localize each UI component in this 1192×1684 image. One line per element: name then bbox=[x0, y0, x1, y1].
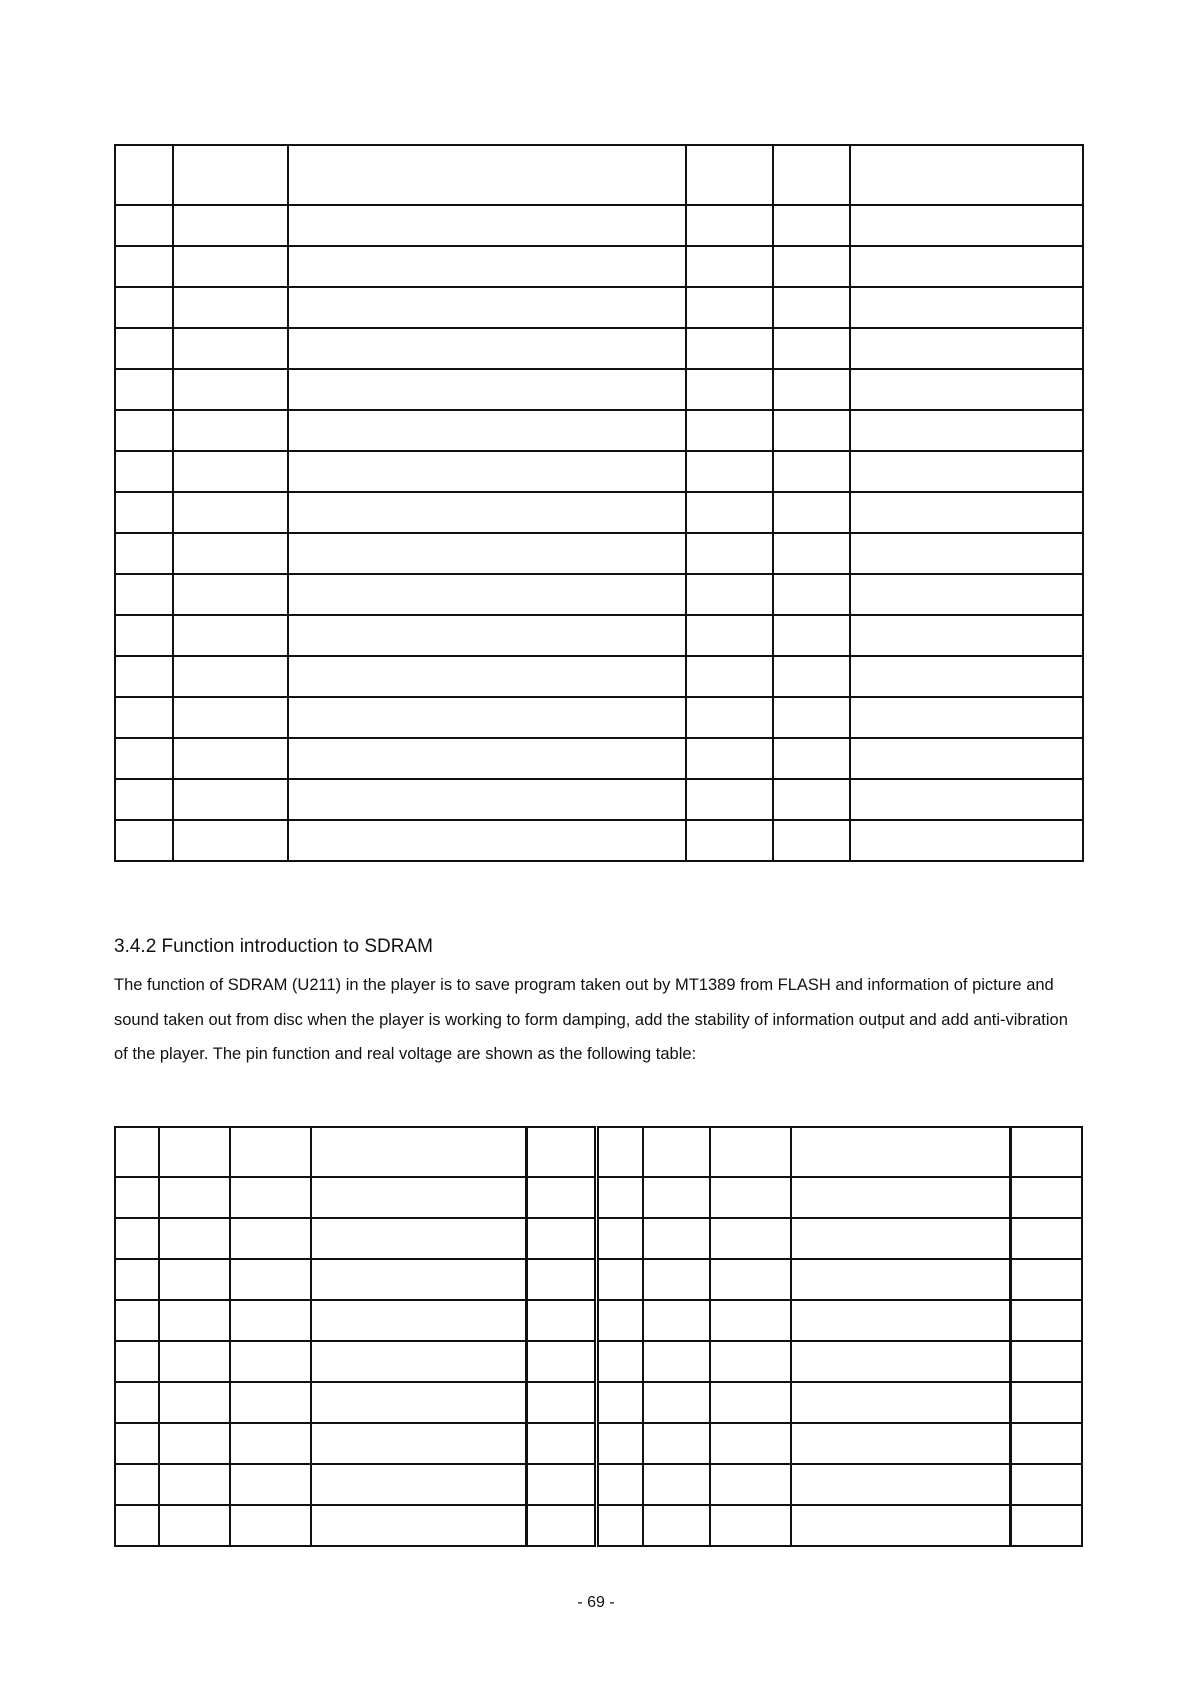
table-cell bbox=[311, 1423, 526, 1464]
table-cell bbox=[773, 328, 850, 369]
table-cell bbox=[643, 1464, 710, 1505]
table-cell bbox=[773, 533, 850, 574]
table-cell bbox=[596, 1218, 643, 1259]
table-row bbox=[115, 656, 1083, 697]
table-row bbox=[115, 1382, 1082, 1423]
table-cell bbox=[850, 615, 1083, 656]
table-cell bbox=[159, 1464, 230, 1505]
table-cell bbox=[173, 328, 288, 369]
table-row bbox=[115, 369, 1083, 410]
table-cell bbox=[288, 820, 686, 861]
table-row bbox=[115, 1259, 1082, 1300]
table-cell bbox=[710, 1505, 791, 1546]
table-cell bbox=[773, 615, 850, 656]
page-number: - 69 - bbox=[577, 1594, 615, 1611]
table-row bbox=[115, 820, 1083, 861]
table-cell bbox=[1010, 1259, 1082, 1300]
table-cell bbox=[596, 1464, 643, 1505]
table-cell bbox=[791, 1127, 1010, 1177]
section-body: The function of SDRAM (U211) in the player is to save program taken out by MT1389 from FLASH and information of picture and sound taken out from disc when the player is working to form damping, add the stability of information output and add anti-vibration of the player. The pin function and real voltage are shown as the following table: bbox=[114, 976, 1068, 1063]
table-row bbox=[115, 1300, 1082, 1341]
table-cell bbox=[596, 1300, 643, 1341]
table-cell bbox=[773, 697, 850, 738]
table-cell bbox=[288, 615, 686, 656]
table-cell bbox=[643, 1177, 710, 1218]
table-row bbox=[115, 1341, 1082, 1382]
table-cell bbox=[850, 369, 1083, 410]
table-row bbox=[115, 410, 1083, 451]
table-cell bbox=[850, 205, 1083, 246]
table-cell bbox=[115, 656, 173, 697]
table-cell bbox=[115, 697, 173, 738]
table-cell bbox=[791, 1423, 1010, 1464]
table-cell bbox=[773, 205, 850, 246]
table-cell bbox=[1010, 1218, 1082, 1259]
table-cell bbox=[1010, 1127, 1082, 1177]
table-cell bbox=[311, 1177, 526, 1218]
table-cell bbox=[115, 1505, 159, 1546]
table-cell bbox=[773, 779, 850, 820]
table-row bbox=[115, 1177, 1082, 1218]
table-cell bbox=[526, 1218, 596, 1259]
table-cell bbox=[311, 1127, 526, 1177]
table-cell bbox=[230, 1464, 311, 1505]
table-cell bbox=[773, 287, 850, 328]
table-cell bbox=[1010, 1341, 1082, 1382]
table-cell bbox=[115, 1127, 159, 1177]
table-cell bbox=[311, 1259, 526, 1300]
table-cell bbox=[288, 779, 686, 820]
table-cell bbox=[115, 492, 173, 533]
table-cell bbox=[850, 820, 1083, 861]
table-cell bbox=[686, 451, 773, 492]
table-cell bbox=[288, 410, 686, 451]
table-cell bbox=[115, 1259, 159, 1300]
table-cell bbox=[686, 533, 773, 574]
table-cell bbox=[710, 1382, 791, 1423]
table-cell bbox=[115, 328, 173, 369]
table-cell bbox=[173, 145, 288, 205]
table-cell bbox=[115, 779, 173, 820]
table-cell bbox=[850, 287, 1083, 328]
table-cell bbox=[773, 656, 850, 697]
table-header-row bbox=[115, 145, 1083, 205]
table-cell bbox=[850, 779, 1083, 820]
table-cell bbox=[173, 697, 288, 738]
table-cell bbox=[173, 574, 288, 615]
table-cell bbox=[1010, 1177, 1082, 1218]
table-cell bbox=[773, 820, 850, 861]
table-cell bbox=[173, 369, 288, 410]
table-cell bbox=[115, 205, 173, 246]
table-cell bbox=[643, 1382, 710, 1423]
table-cell bbox=[230, 1505, 311, 1546]
table-cell bbox=[173, 410, 288, 451]
table-cell bbox=[288, 697, 686, 738]
table-cell bbox=[596, 1127, 643, 1177]
table-cell bbox=[159, 1259, 230, 1300]
table-cell bbox=[288, 738, 686, 779]
table-cell bbox=[288, 574, 686, 615]
table-cell bbox=[686, 246, 773, 287]
table-cell bbox=[311, 1464, 526, 1505]
table-cell bbox=[686, 145, 773, 205]
table-header-row bbox=[115, 1127, 1082, 1177]
table-cell bbox=[526, 1505, 596, 1546]
table-cell bbox=[526, 1127, 596, 1177]
table-cell bbox=[686, 574, 773, 615]
table-cell bbox=[850, 246, 1083, 287]
table-cell bbox=[850, 738, 1083, 779]
table-cell bbox=[159, 1341, 230, 1382]
table-cell bbox=[596, 1177, 643, 1218]
table-cell bbox=[1010, 1464, 1082, 1505]
table-cell bbox=[159, 1505, 230, 1546]
table-cell bbox=[643, 1218, 710, 1259]
table-cell bbox=[115, 1177, 159, 1218]
table-cell bbox=[115, 287, 173, 328]
table-cell bbox=[230, 1341, 311, 1382]
table-cell bbox=[173, 533, 288, 574]
table-cell bbox=[288, 451, 686, 492]
table-row bbox=[115, 287, 1083, 328]
table-cell bbox=[311, 1300, 526, 1341]
table-cell bbox=[686, 820, 773, 861]
table-cell bbox=[686, 287, 773, 328]
table-cell bbox=[643, 1259, 710, 1300]
table-cell bbox=[230, 1382, 311, 1423]
table-cell bbox=[230, 1127, 311, 1177]
table-cell bbox=[596, 1423, 643, 1464]
table-cell bbox=[230, 1218, 311, 1259]
table-cell bbox=[850, 492, 1083, 533]
table-cell bbox=[791, 1177, 1010, 1218]
table-row bbox=[115, 615, 1083, 656]
table-cell bbox=[686, 615, 773, 656]
table-cell bbox=[230, 1300, 311, 1341]
table-cell bbox=[686, 697, 773, 738]
table-cell bbox=[773, 246, 850, 287]
table-cell bbox=[643, 1505, 710, 1546]
table-cell bbox=[288, 205, 686, 246]
table-cell bbox=[526, 1382, 596, 1423]
table-cell bbox=[173, 820, 288, 861]
table-cell bbox=[288, 492, 686, 533]
table-cell bbox=[791, 1259, 1010, 1300]
table-cell bbox=[1010, 1300, 1082, 1341]
sdram-pin-table bbox=[114, 1126, 1083, 1547]
table-cell bbox=[173, 492, 288, 533]
table-cell bbox=[115, 1300, 159, 1341]
table-cell bbox=[773, 492, 850, 533]
table-cell bbox=[791, 1464, 1010, 1505]
table-cell bbox=[173, 287, 288, 328]
table-cell bbox=[773, 369, 850, 410]
table-cell bbox=[159, 1382, 230, 1423]
table-cell bbox=[710, 1341, 791, 1382]
table-cell bbox=[288, 145, 686, 205]
table-cell bbox=[288, 328, 686, 369]
table-cell bbox=[643, 1300, 710, 1341]
table-row bbox=[115, 574, 1083, 615]
table-cell bbox=[288, 369, 686, 410]
table-cell bbox=[115, 574, 173, 615]
table-cell bbox=[710, 1300, 791, 1341]
table-cell bbox=[596, 1505, 643, 1546]
table-cell bbox=[596, 1341, 643, 1382]
table-cell bbox=[230, 1177, 311, 1218]
table-cell bbox=[311, 1218, 526, 1259]
table-row bbox=[115, 779, 1083, 820]
table-cell bbox=[643, 1341, 710, 1382]
table-cell bbox=[850, 145, 1083, 205]
table-cell bbox=[596, 1382, 643, 1423]
table-cell bbox=[773, 145, 850, 205]
table-cell bbox=[173, 656, 288, 697]
table-cell bbox=[159, 1127, 230, 1177]
table-row bbox=[115, 205, 1083, 246]
table-cell bbox=[686, 738, 773, 779]
table-cell bbox=[686, 205, 773, 246]
table-cell bbox=[288, 287, 686, 328]
table-cell bbox=[115, 451, 173, 492]
table-row bbox=[115, 1505, 1082, 1546]
table-cell bbox=[710, 1259, 791, 1300]
table-cell bbox=[686, 779, 773, 820]
table-row bbox=[115, 533, 1083, 574]
table-cell bbox=[526, 1423, 596, 1464]
table-cell bbox=[1010, 1505, 1082, 1546]
table-cell bbox=[686, 656, 773, 697]
table-cell bbox=[230, 1423, 311, 1464]
table-cell bbox=[686, 369, 773, 410]
table-cell bbox=[159, 1300, 230, 1341]
table-cell bbox=[710, 1218, 791, 1259]
table-cell bbox=[773, 738, 850, 779]
table-row bbox=[115, 1423, 1082, 1464]
table-cell bbox=[850, 697, 1083, 738]
table-cell bbox=[850, 328, 1083, 369]
table-cell bbox=[686, 492, 773, 533]
table-cell bbox=[850, 656, 1083, 697]
table-cell bbox=[791, 1382, 1010, 1423]
table-cell bbox=[526, 1300, 596, 1341]
table-cell bbox=[773, 574, 850, 615]
table-row bbox=[115, 1218, 1082, 1259]
table-cell bbox=[710, 1127, 791, 1177]
table-cell bbox=[791, 1300, 1010, 1341]
table-cell bbox=[115, 533, 173, 574]
table-cell bbox=[1010, 1382, 1082, 1423]
table-row bbox=[115, 246, 1083, 287]
table-cell bbox=[115, 1382, 159, 1423]
table-cell bbox=[288, 246, 686, 287]
table-cell bbox=[710, 1423, 791, 1464]
table-cell bbox=[230, 1259, 311, 1300]
table-row bbox=[115, 1464, 1082, 1505]
table-cell bbox=[173, 738, 288, 779]
table-cell bbox=[643, 1423, 710, 1464]
table-cell bbox=[159, 1177, 230, 1218]
table-cell bbox=[791, 1341, 1010, 1382]
table-cell bbox=[526, 1464, 596, 1505]
table-cell bbox=[311, 1505, 526, 1546]
table-cell bbox=[115, 1341, 159, 1382]
table-cell bbox=[311, 1382, 526, 1423]
table-cell bbox=[850, 533, 1083, 574]
table-cell bbox=[115, 1423, 159, 1464]
section-title: 3.4.2 Function introduction to SDRAM bbox=[114, 936, 433, 957]
table-cell bbox=[115, 820, 173, 861]
table-cell bbox=[710, 1177, 791, 1218]
table-cell bbox=[173, 246, 288, 287]
table-row bbox=[115, 697, 1083, 738]
table-cell bbox=[173, 779, 288, 820]
table-cell bbox=[159, 1218, 230, 1259]
table-cell bbox=[173, 205, 288, 246]
table-cell bbox=[850, 410, 1083, 451]
pin-table-upper bbox=[114, 144, 1084, 862]
table-cell bbox=[686, 328, 773, 369]
table-cell bbox=[526, 1177, 596, 1218]
table-cell bbox=[159, 1423, 230, 1464]
table-cell bbox=[115, 410, 173, 451]
table-cell bbox=[311, 1341, 526, 1382]
table-cell bbox=[115, 369, 173, 410]
table-row bbox=[115, 451, 1083, 492]
table-cell bbox=[173, 451, 288, 492]
table-cell bbox=[710, 1464, 791, 1505]
table-cell bbox=[115, 1218, 159, 1259]
table-cell bbox=[115, 246, 173, 287]
table-cell bbox=[115, 145, 173, 205]
table-cell bbox=[791, 1218, 1010, 1259]
table-cell bbox=[288, 533, 686, 574]
table-cell bbox=[791, 1505, 1010, 1546]
table-cell bbox=[850, 574, 1083, 615]
table-cell bbox=[773, 410, 850, 451]
table-cell bbox=[115, 1464, 159, 1505]
table-cell bbox=[526, 1259, 596, 1300]
table-cell bbox=[596, 1259, 643, 1300]
table-cell bbox=[686, 410, 773, 451]
table-cell bbox=[850, 451, 1083, 492]
table-row bbox=[115, 492, 1083, 533]
table-cell bbox=[115, 738, 173, 779]
table-cell bbox=[173, 615, 288, 656]
table-cell bbox=[526, 1341, 596, 1382]
table-cell bbox=[288, 656, 686, 697]
table-row bbox=[115, 738, 1083, 779]
table-row bbox=[115, 328, 1083, 369]
table-cell bbox=[1010, 1423, 1082, 1464]
table-cell bbox=[115, 615, 173, 656]
table-cell bbox=[773, 451, 850, 492]
table-cell bbox=[643, 1127, 710, 1177]
